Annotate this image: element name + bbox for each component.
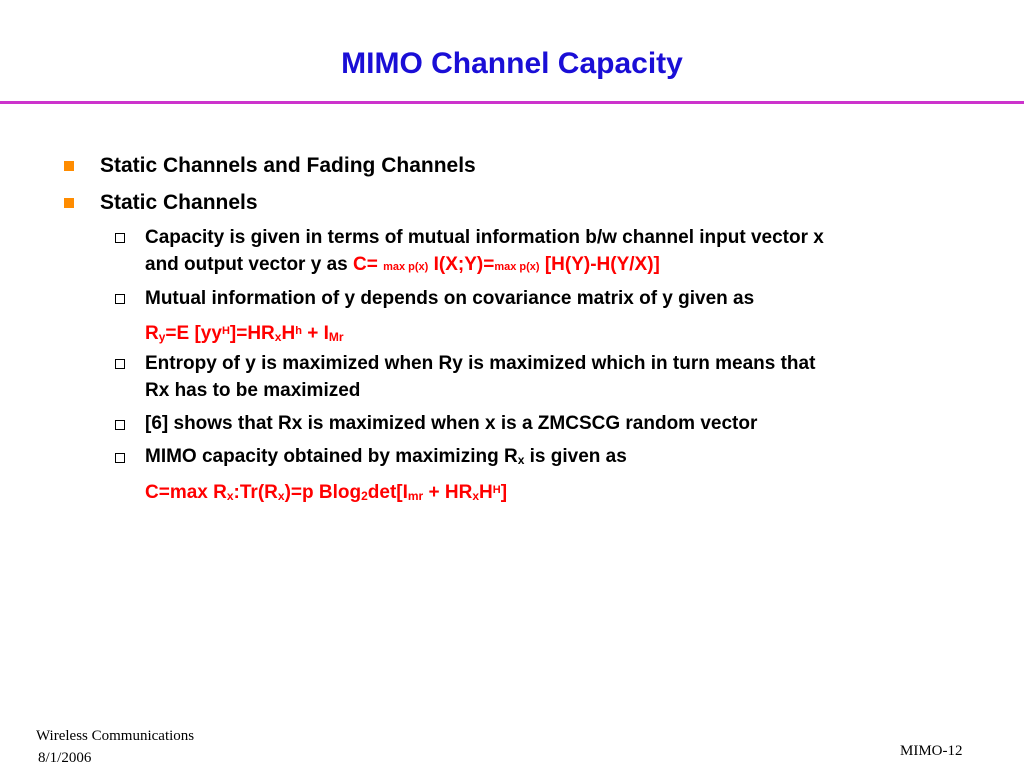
sub-bullet-mimo-capacity — [145, 443, 975, 474]
eq-part: ] — [500, 482, 508, 503]
eq-subscript: x — [517, 453, 525, 467]
eq-superscript: H — [221, 325, 230, 337]
eq-part: det[I — [367, 482, 408, 503]
slide-title: MIMO Channel Capacity — [341, 47, 683, 80]
eq-entropy-diff: [H(Y)-H(Y/X)] — [544, 254, 660, 275]
bullet-static-and-fading: Static Channels and Fading Channels — [100, 154, 476, 177]
sub-bullet-capacity — [145, 224, 975, 281]
hollow-square-bullet-icon — [115, 294, 125, 304]
footer-course: Wireless Communications — [36, 728, 195, 744]
eq-subscript: y — [158, 330, 166, 344]
eq-part: + I — [301, 323, 329, 344]
eq-part: R — [145, 323, 159, 344]
capacity-line-2-text: and output vector y as — [145, 254, 353, 275]
sub-bullet-zmcscg: [6] shows that Rx is maximized when x is a ZMCSCG random vector — [145, 413, 758, 434]
eq-subscript: mr — [407, 489, 424, 503]
eq-part: :Tr(R — [233, 482, 278, 503]
eq-ixy: I(X;Y)= — [433, 254, 495, 275]
eq-part: )=p Blog — [284, 482, 362, 503]
eq-max-px-2: max p(x) — [494, 261, 540, 273]
hollow-square-bullet-icon — [115, 359, 125, 369]
hollow-square-bullet-icon — [115, 233, 125, 243]
square-bullet-icon — [64, 161, 74, 171]
eq-part: C=max R — [145, 482, 227, 503]
capacity-line-2 — [145, 251, 975, 281]
entropy-line-2: Rx has to be maximized — [145, 380, 361, 401]
eq-c: C= — [352, 254, 378, 275]
hollow-square-bullet-icon — [115, 453, 125, 463]
eq-part: H — [479, 482, 493, 503]
entropy-line-1: Entropy of y is maximized when Ry is maximized which in turn means that — [145, 353, 816, 374]
mimo-capacity-equation — [145, 477, 975, 510]
eq-subscript: x — [226, 489, 234, 503]
eq-subscript: x — [277, 489, 285, 503]
eq-superscript: H — [492, 484, 501, 496]
eq-subscript: x — [472, 489, 480, 503]
footer-date: 8/1/2006 — [38, 750, 92, 766]
hollow-square-bullet-icon — [115, 420, 125, 430]
sub-bullet-entropy — [145, 350, 975, 404]
square-bullet-icon — [64, 198, 74, 208]
eq-max-px-1: max p(x) — [383, 261, 429, 273]
bullet-static-channels: Static Channels — [100, 191, 258, 214]
sub-bullet-mutual-info: Mutual information of y depends on covariance matrix of y given as — [145, 288, 755, 309]
mimo-capacity-text-end: is given as — [524, 446, 627, 467]
covariance-equation — [145, 318, 975, 351]
eq-part: H — [281, 323, 296, 344]
eq-part: =E [yy — [165, 323, 222, 344]
footer-page-number: MIMO-12 — [900, 743, 963, 759]
eq-subscript: Mr — [328, 330, 344, 344]
eq-part: + HR — [423, 482, 473, 503]
capacity-line-1: Capacity is given in terms of mutual information b/w channel input vector x — [145, 227, 824, 248]
title-divider — [0, 101, 1024, 104]
mimo-capacity-text: MIMO capacity obtained by maximizing R — [145, 446, 518, 467]
eq-part: ]=HR — [229, 323, 275, 344]
eq-subscript: 2 — [361, 489, 368, 503]
eq-superscript: h — [295, 325, 302, 337]
eq-subscript: x — [274, 330, 282, 344]
capacity-equation — [353, 254, 660, 275]
